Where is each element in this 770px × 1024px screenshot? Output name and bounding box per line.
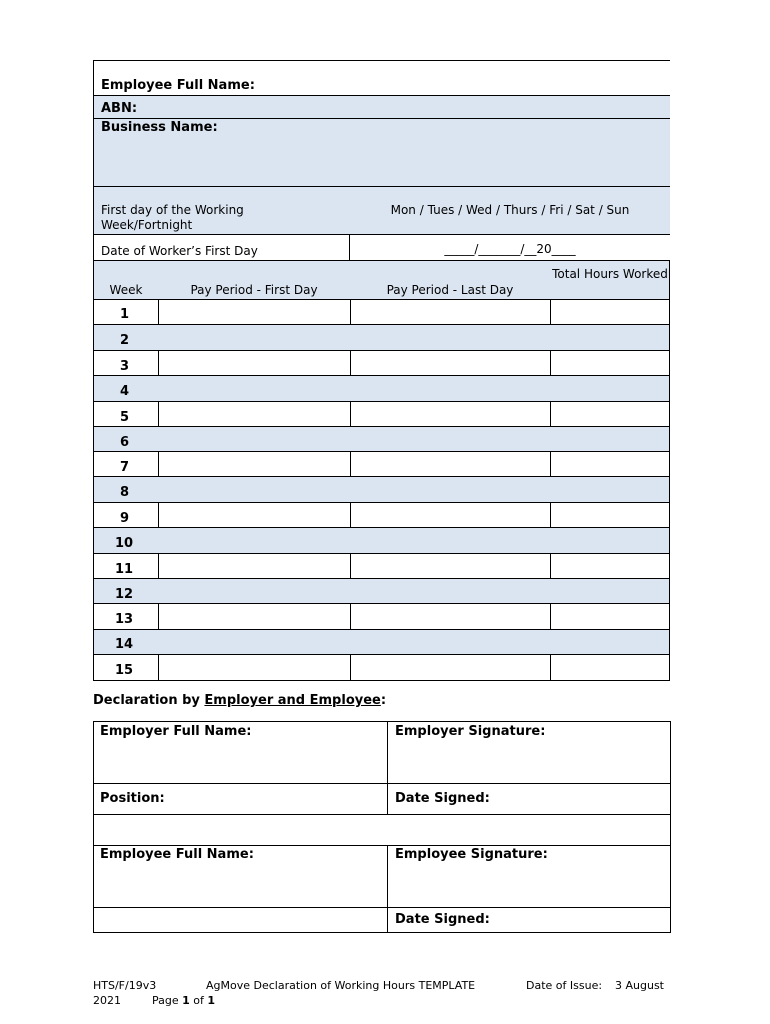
worker-first-day-label: Date of Worker’s First Day [101, 244, 258, 258]
week-row[interactable] [93, 578, 670, 604]
week-number: 15 [115, 663, 134, 678]
employee-full-name-label: Employee Full Name: [101, 78, 255, 93]
total-hours-cell[interactable] [550, 300, 670, 325]
last-day-cell[interactable] [350, 452, 550, 477]
total-hours-cell[interactable] [550, 351, 670, 376]
last-day-cell[interactable] [350, 503, 550, 528]
last-day-cell[interactable] [350, 402, 550, 427]
total-hours-cell[interactable] [550, 554, 670, 579]
worker-first-day-row [93, 234, 670, 260]
footer-date-of-issue-label: Date of Issue: [526, 979, 603, 992]
employee-date-signed-cell[interactable] [388, 908, 670, 932]
position-cell[interactable] [94, 784, 388, 815]
blank-cell[interactable] [94, 908, 388, 932]
first-day-cell[interactable] [158, 604, 350, 629]
declaration-heading [93, 693, 386, 709]
first-day-label: First day of the Working Week/Fortnight [101, 203, 244, 232]
employer-date-signed-label: Date Signed: [395, 791, 490, 806]
first-day-cell[interactable] [158, 300, 350, 325]
first-day-row [93, 186, 670, 234]
week-table-header [93, 260, 670, 299]
declaration-prefix: Declaration by [93, 693, 205, 708]
week-number: 10 [115, 536, 134, 551]
footer-page-word: Page [152, 994, 179, 1007]
last-day-cell[interactable] [350, 351, 550, 376]
employee-date-signed-label: Date Signed: [395, 912, 490, 927]
footer-date-of-issue-value: 3 August [615, 979, 664, 992]
footer-title: AgMove Declaration of Working Hours TEMPLATE [206, 979, 476, 992]
week-row [93, 401, 670, 427]
employer-full-name-cell[interactable] [94, 722, 388, 784]
week-number: 2 [120, 333, 130, 348]
header-first-day: Pay Period - First Day [190, 283, 318, 297]
week-row [93, 451, 670, 477]
footer-page-total: 1 [207, 994, 216, 1007]
first-day-cell[interactable] [158, 351, 350, 376]
footer-of-word: of [193, 994, 204, 1007]
total-hours-cell[interactable] [550, 402, 670, 427]
week-number: 14 [115, 637, 134, 652]
first-day-cell[interactable] [158, 503, 350, 528]
last-day-cell[interactable] [350, 554, 550, 579]
footer-page-info [152, 994, 215, 1008]
first-day-cell[interactable] [158, 402, 350, 427]
position-label: Position: [100, 791, 165, 806]
declaration-table [93, 721, 671, 933]
employee-full-name-label: Employee Full Name: [100, 847, 254, 862]
employee-signature-label: Employee Signature: [395, 847, 548, 862]
week-row[interactable] [93, 476, 670, 502]
abn-label: ABN: [101, 101, 138, 116]
week-number: 3 [120, 359, 130, 374]
week-row [93, 350, 670, 376]
first-day-cell[interactable] [158, 554, 350, 579]
week-number: 8 [120, 485, 130, 500]
employer-date-signed-cell[interactable] [388, 784, 670, 815]
last-day-cell[interactable] [350, 300, 550, 325]
week-number: 5 [120, 410, 130, 425]
employer-full-name-label: Employer Full Name: [100, 724, 252, 739]
total-hours-cell[interactable] [550, 604, 670, 629]
week-row [93, 553, 670, 579]
week-row[interactable] [93, 375, 670, 401]
total-hours-cell[interactable] [550, 452, 670, 477]
business-name-label: Business Name: [101, 120, 218, 135]
week-row [93, 654, 670, 681]
business-name-row[interactable] [93, 118, 670, 186]
week-number: 4 [120, 384, 130, 399]
header-total-hours: Total Hours Worked [552, 267, 668, 281]
week-number: 6 [120, 435, 130, 450]
spacer-row [94, 815, 670, 846]
footer-year: 2021 [93, 994, 121, 1007]
declaration-suffix: : [380, 693, 387, 708]
week-row[interactable] [93, 324, 670, 350]
footer-doc-code: HTS/F/19v3 [93, 979, 157, 992]
week-number: 1 [120, 307, 130, 322]
total-hours-cell[interactable] [550, 655, 670, 680]
week-row [93, 299, 670, 325]
week-number: 9 [120, 511, 130, 526]
employee-full-name-cell[interactable] [94, 846, 388, 908]
week-row[interactable] [93, 426, 670, 452]
employee-name-row[interactable] [93, 60, 670, 95]
week-row[interactable] [93, 629, 670, 655]
abn-row[interactable] [93, 95, 670, 118]
first-day-cell[interactable] [158, 655, 350, 680]
week-number: 12 [115, 587, 134, 602]
employer-signature-cell[interactable] [388, 722, 670, 784]
employer-signature-label: Employer Signature: [395, 724, 546, 739]
week-number: 13 [115, 612, 134, 627]
total-hours-cell[interactable] [550, 503, 670, 528]
header-last-day: Pay Period - Last Day [386, 283, 514, 297]
declaration-parties: Employer and Employee [204, 693, 381, 708]
week-row[interactable] [93, 527, 670, 553]
worker-first-day-input[interactable]: _____/_______/__20____ [444, 242, 576, 256]
first-day-cell[interactable] [158, 452, 350, 477]
days-of-week-options[interactable]: Mon / Tues / Wed / Thurs / Fri / Sat / Sun [390, 203, 630, 217]
week-number: 7 [120, 460, 130, 475]
week-row [93, 603, 670, 629]
week-rows [93, 299, 671, 681]
week-number: 11 [115, 562, 134, 577]
last-day-cell[interactable] [350, 655, 550, 680]
week-row [93, 502, 670, 528]
footer-page-num: 1 [182, 994, 190, 1007]
last-day-cell[interactable] [350, 604, 550, 629]
footer [93, 979, 683, 1009]
header-week: Week [109, 283, 143, 297]
employee-signature-cell[interactable] [388, 846, 670, 908]
